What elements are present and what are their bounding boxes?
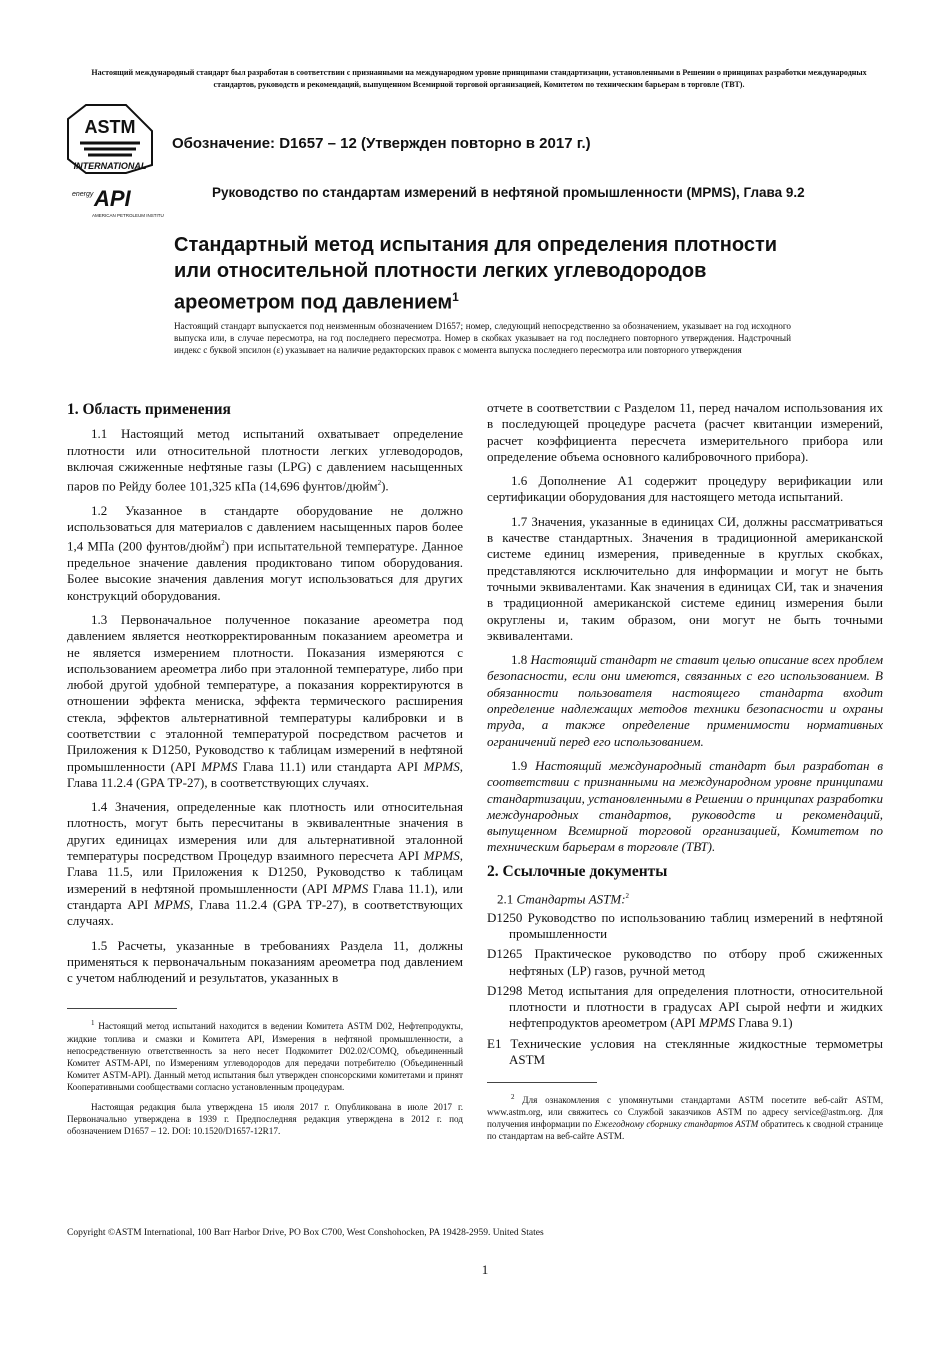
subsection-2-1: 2.1 Стандарты ASTM:$^2$	[497, 891, 630, 907]
designation: Обозначение: D1657 – 12 (Утвержден повторно в 2017 г.)	[172, 135, 591, 152]
title-footnote-ref: 1	[452, 290, 459, 304]
paragraph-1-4: 1.4 Значения, определенные как плотность или относительная плотность, могут быть пересчитаны в эквивалентные значения в других единицах измерения или для альтернативной эталонной температуры посредством Процедур взаимного пересчета API MPMS, Глава 11.5, или Приложения к D1250, Руководство к таблицам измерений в нефтяной промышленности (API MPMS Глава 11.1), или стандарта API MPMS, Глава 11.2.4 (GPA TP-27), в соответствующих случаях.	[67, 799, 464, 929]
footnote-2: $^2$ Для ознакомления с упомянутыми стандартами ASTM посетите веб-сайт ASTM, www.astm.org, или свяжитесь со Службой заказчиков ASTM по адресу service@astm.org. Для получения информации по Ежегодному сборнику стандартов ASTM обратитесь к сводной странице по стандартам на веб-сайте ASTM.	[487, 1093, 883, 1142]
right-column	[487, 400, 883, 1150]
title-text: Стандартный метод испытания для определения плотности или относительной плотности легких углеводородов ареометром под давлением	[174, 234, 778, 314]
astm-logo-text: ASTM	[84, 117, 136, 137]
api-energy-text: energy	[72, 191, 94, 198]
astm-logo	[68, 105, 152, 173]
mpms-chapter: Руководство по стандартам измерений в нефтяной промышленности (MPMS), Глава 9.2	[212, 185, 805, 200]
api-logo-text: API	[94, 186, 131, 211]
paragraph-1-5-start: 1.5 Расчеты, указанные в требованиях Раздела 11, должны применяться к первоначальным показаниям ареометра под давлением с учетом наблюдений и результатов, указанных в	[67, 937, 463, 986]
astm-logo-subtitle: INTERNATIONAL	[73, 161, 147, 171]
footnote-divider	[487, 1082, 597, 1083]
footnote-1: $^1$ Настоящий метод испытаний находится в ведении Комитета ASTM D02, Нефтепродукты, жидкие топлива и смазки и Комитета API, Измерения в нефтяной промышленности, а непосредственную ответственность за него несет Подкомитет D02.02/COMQ, объединенный Комитет ASTM-API, по Измерениям углеводородов для передачи потребителю (Объединенный Комитет ASTM-API). Данный метод испытания был утвержден спонсорскими комитетами и принят Кооперативными сообществами согласно установленным процедурам.	[67, 1019, 463, 1092]
reference-d1265: D1265 Практическое руководство по отбору проб сжиженных нефтяных (LP) газов, ручной метод	[487, 946, 883, 978]
paragraph-1-6: 1.6 Дополнение A1 содержит процедуру верификации или сертификации оборудования для настоящего метода испытаний.	[487, 473, 883, 505]
paragraph-1-1: 1.1 Настоящий метод испытаний охватывает определение плотности или относительной плотности легких углеводородов, включая сжиженные нефтяные газы (LPG) с давлением насыщенных паров по Рейду более 101,325 кПа (14,696 фунтов/дюйм$^2$).	[67, 426, 463, 494]
reference-d1250: D1250 Руководство по использованию таблиц измерений в нефтяной промышленности	[487, 909, 883, 941]
paragraph-1-3: 1.3 Первоначальное полученное показание ареометра под давлением является неоткорректированным показанием ареометра и не является измерением плотности. Показания измеряются с использованием ареометра либо при эталонной температуре, либо при любой другой удобной температуре, а показания корректируются в отношении эффекта мениска, эффекта термического расширения стекла, эффектов альтернативной температуры калибровки и в соответствии с эталонной температурой посредством расчетов и Приложения к D1250, Руководство к таблицам измерений в нефтяной промышленности (API MPMS Глава 11.1) или стандарта API MPMS, Глава 11.2.4 (GPA TP-27), в соответствующих случаях.	[67, 611, 463, 790]
reference-d1298: D1298 Метод испытания для определения плотности, относительной плотности и плотности в градусах API сырой нефти и жидких нефтепродуктов ареометром (API MPMS Глава 9.1)	[487, 982, 883, 1031]
reference-e1: E1 Технические условия на стеклянные жидкостные термометры ASTM	[487, 1035, 883, 1068]
section-2-heading: 2. Ссылочные документы	[487, 862, 668, 880]
section-1-heading: 1. Область применения	[67, 401, 231, 418]
paragraph-1-9: 1.9 Настоящий международный стандарт был разработан в соответствии с признанными на международном уровне принципами стандартизации, установленными в Решении о принципах разработки международных стандартов, руководств и рекомендаций, выпущенном Всемирной торговой организацией, Комитетом по техническим барьерам в торговле (ТВТ).	[487, 757, 883, 855]
paragraph-1-7: 1.7 Значения, указанные в единицах СИ, должны рассматриваться в качестве стандартных. Значения в традиционной американской системе единиц измерения, приведенные в круглых скобках, представляются исключительно для информации и могут не быть точными эквивалентами. Как значения в единицах СИ, так и значения в традиционной американской системе единиц измерения были округлены и, таким образом, они могут не быть точными эквивалентами.	[487, 513, 883, 643]
api-logo-subtitle: AMERICAN PETROLEUM INSTITUTE	[92, 213, 164, 218]
paragraph-1-8: 1.8 Настоящий стандарт не ставит целью описание всех проблем безопасности, если они имеются, связанных с его использованием. В обязанности пользователя настоящего стандарта входит определение надлежащих методов техники безопасности и охраны труда, а также определение применимости нормативных ограничений перед его использованием.	[487, 652, 883, 749]
left-column	[67, 400, 463, 1145]
astm-api-logos	[64, 103, 164, 223]
international-standard-notice: Настоящий международный стандарт был разработан в соответствии с признанными на международном уровне принципами стандартизации, установленными в Решении о принципах разработки международных стандартов, руководств и рекомендаций, выпущенном Всемирной торговой организацией, Комитетом по техническим барьерам в торговле (ТВТ).	[91, 68, 867, 89]
paragraph-1-2: 1.2 Указанное в стандарте оборудование не должно использоваться для материалов с давлением насыщенных паров более 1,4 МПа (200 фунтов/дюйм$^2$) при испытательной температуре. Данное предельное значение давления продиктовано типом оборудования. Более высокие значения давления могут использоваться для других конструкций оборудования.	[67, 502, 463, 603]
issuance-statement: Настоящий стандарт выпускается под неизменным обозначением D1657; номер, следующий непосредственно за обозначением, указывает на год исходного выпуска или, в случае пересмотра, на год последнего пересмотра. Номер в скобках указывает на год последнего повторного утверждения. Надстрочный индекс с буквой эпсилон (ε) указывает на наличие редакторских правок с момента выпуска последнего пересмотра или повторного утверждения	[174, 321, 791, 356]
footnote-divider	[67, 1008, 177, 1009]
page-number: 1	[481, 1262, 489, 1277]
logo-block	[64, 103, 164, 223]
copyright-line: Copyright ©ASTM International, 100 Barr Harbor Drive, PO Box C700, West Conshohocken, PA 19428-2959. United States	[67, 1228, 544, 1238]
footnote-1-revision: Настоящая редакция была утверждена 15 июля 2017 г. Опубликована в июле 2017 г. Первоначально утверждена в 1939 г. Предпоследняя редакция утверждена в 2012 г. под обозначением D1657 – 12. DOI: 10.1520/D1657-12R17.	[67, 1101, 463, 1136]
api-logo	[72, 186, 164, 218]
document-title	[174, 232, 794, 316]
paragraph-1-5-continued: отчете в соответствии с Разделом 11, перед началом использования их в последующей процедуре расчета (расчет квитанции измерений, расчет коэффициента пересчета измерительного прибора или определение объема основного калибровочного прибора).	[487, 400, 883, 464]
